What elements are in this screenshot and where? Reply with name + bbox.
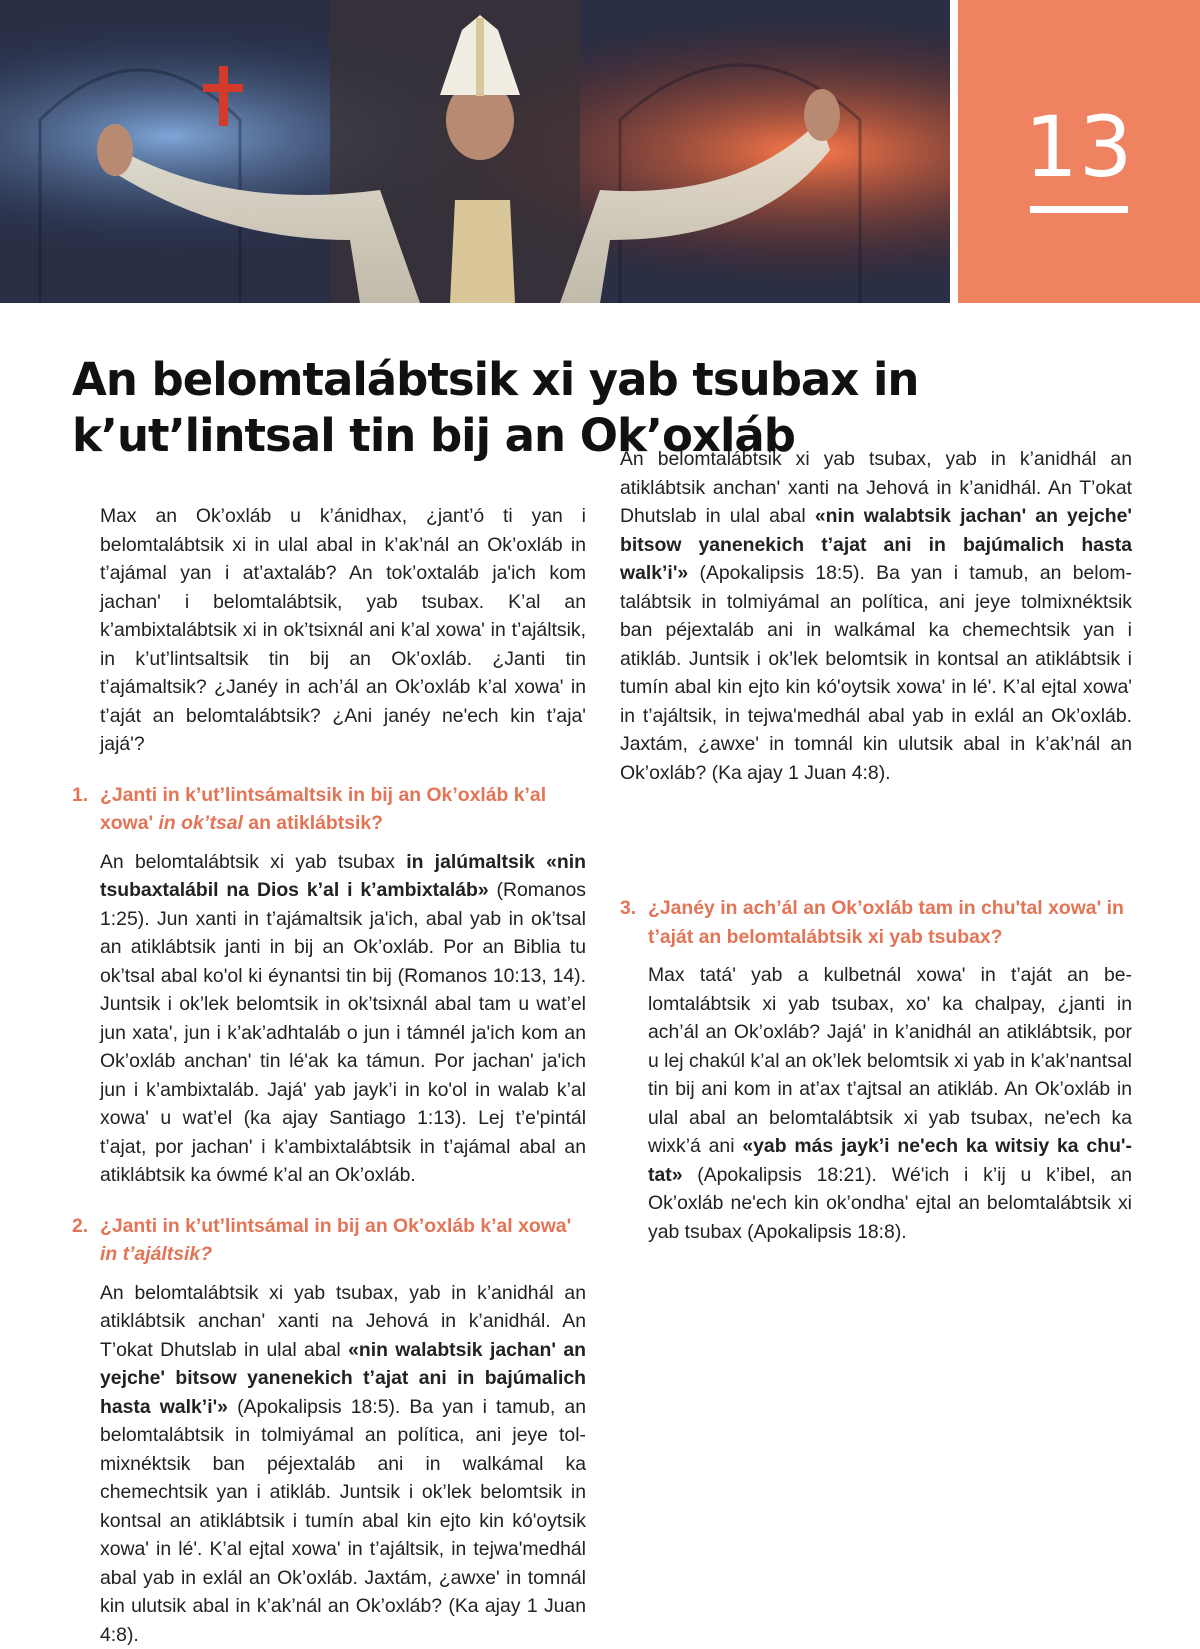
question-1: 1. ¿Janti in k’ut’lintsámaltsik in bij an Ok’oxláb k’al xowa' in ok’tsal an atiklábtsik? [72, 781, 586, 838]
right-column [620, 448, 1132, 1246]
priest-illustration [0, 0, 950, 303]
page-title: An belomtalábtsik xi yab tsubax in k’ut’lintsal tin bij an Ok’oxláb [72, 353, 919, 462]
answer-paragraph-2-continued: An belomtalábtsik xi yab tsubax, yab in k’anidhál an atiklábtsik anchan' xanti na Jehová in k’anidhál. An T’okat Dhutslab in ulal abal «nin walabtsik jachan' an yejche' bitsow yanenekich t’ajat ani in bajúmalich hasta walk’i'» (Apokalipsis 18:5). Ba yan i tamub, an belomtalábtsik in tolmiyámal an política, ani jeye tolmixnéktsik ban péjextaláb ani in walkámal ka chemechtsik yan i atikláb. Juntsik i ok’lek belomtsik in kontsal an atiklábtsik i tumín abal kin ejto kin kó'oytsik xowa' in lé'. K’al ejtal xowa' in t’ajáltsik, in tejwa'medhál abal yab in exlál an Ok’oxláb. Jaxtám, ¿awxe' in tomnál kin ulutsik abal in k’ak’nál an Ok’oxláb? (Ka ajay 1 Juan 4:8). [620, 448, 1132, 784]
chapter-underline [1030, 206, 1128, 213]
answer-paragraph-2: An belomtalábtsik xi yab tsubax, yab in k’anidhál an atiklábtsik anchan' xanti na Jehová in k’anidhál. An T’okat Dhutslab in ulal abal «nin walabtsik jachan' an yejche' bitsow yanenekich t’ajat ani in bajúmalich hasta walk’i'» (Apokalipsis 18:5). Ba yan i tamub, an belomtalábtsik in tolmiyámal an política, ani jeye tolmixnéktsik ban péjextaláb ani in walkámal ka chemechtsik yan i atikláb. Juntsik i ok’lek belomtsik in kontsal an atiklábtsik i tumín abal kin ejto kin kó'oytsik xowa' in lé'. K’al ejtal xowa' in t’ajáltsik, in tejwa'medhál abal yab in exlál an Ok’oxláb. Jaxtám, ¿awxe' in tomnál kin ulutsik abal in k’ak’nál an Ok’oxláb? (Ka ajay 1 Juan 4:8). [100, 1281, 586, 1646]
question-number: 3. [620, 897, 637, 919]
answer-paragraph-3: Max tatá' yab a kulbetnál xowa' in t’aját an belomtalábtsik xi yab tsubax, xo' ka chalpay, ¿janti in ach’ál an Ok’oxláb? Jajá' in k’anidhál an atiklábtsik, por u lej chakúl k’al an ok’lek belomtsik xi yab in k’ak’nantsal tin bij ani kom in at’ax t’ajtsal an atikláb. An Ok’oxláb in ulal abal an belomtalábtsik xi yab tsubax, ne'ech ka wixk’á ani «yab más jayk’i ne'ech ka witsiy ka chu'tat» (Apokalipsis 18:21). Wé'ich i k’ij u k’ibel, an Ok’oxláb ne'ech kin ok’ondha' ejtal an belomtalábtsik xi yab tsubax (Apokalipsis 18:8). [648, 964, 1132, 1243]
chapter-number: 13 [1024, 98, 1134, 196]
left-column [72, 502, 586, 1646]
chapter-badge [958, 0, 1200, 303]
question-2: 2. ¿Janti in k’ut’lintsámal in bij an Ok’oxláb k’al xowa' in t’ajáltsik? [72, 1212, 586, 1269]
header-photo [0, 0, 950, 303]
question-number: 1. [72, 783, 89, 806]
question-3: 3. ¿Janéy in ach’ál an Ok’oxláb tam in chu'tal xowa' in t’aját an belomtalábtsik xi yab tsubax? [620, 894, 1132, 951]
answer-paragraph-1: An belomtalábtsik xi yab tsubax in jalúmaltsik «nin tsubaxtalábil na Dios k’al i k’ambixtaláb» (Romanos 1:25). Jun xanti in t’ajámaltsik ja'ich, abal yab in ok’tsal an atiklábtsik janti in bij an Ok’oxláb. Por an Biblia tu ok’tsal abal ko'ol ki éynantsi tin bij (Romanos 10:13, 14). Juntsik i ok’lek belomtsik in ok’tsixnál abal tam u wat’el jun xata', jun i k’ak’adhtaláb o jun i támnél ja'ich kom an Ok’oxláb anchan' tin lé'ak ka támun. Por jachan' ja'ich jun i k’ambixtaláb. Jajá' yab jayk’i in ko'ol in walab k’al xowa' u wat’el (ka ajay Santiago 1:13). Lej t’e'pintál t’ajat, por jachan' i k’ambixtalábtsik in t’ajámal abal an atiklábtsik ka ówmé k’al an Ok’oxláb. [100, 850, 586, 1186]
intro-paragraph: Max an Ok’oxláb u k’ánidhax, ¿jant’ó ti yan i belomtalábtsik xi in ulal abal in k’ak’nál an Ok’oxláb in t’ajámal yan i at’axtaláb? An tok’oxtaláb ja'ich kom jachan' i belomtalábtsik, yab tsubax. K’al an k’ambixtalábtsik xi in ok’tsixnál ani k’al xowa' in t’ajáltsik, in k’ut’lintsaltsik tin bij an Ok’oxláb. ¿Janti tin t’ajámaltsik? ¿Janéy in ach’ál an Ok’oxláb k’al xowa' in t’aját an belomtalábtsik? ¿Ani janéy ne'ech kin t’aja' jajá'? [100, 505, 586, 755]
question-number: 2. [72, 1214, 89, 1237]
